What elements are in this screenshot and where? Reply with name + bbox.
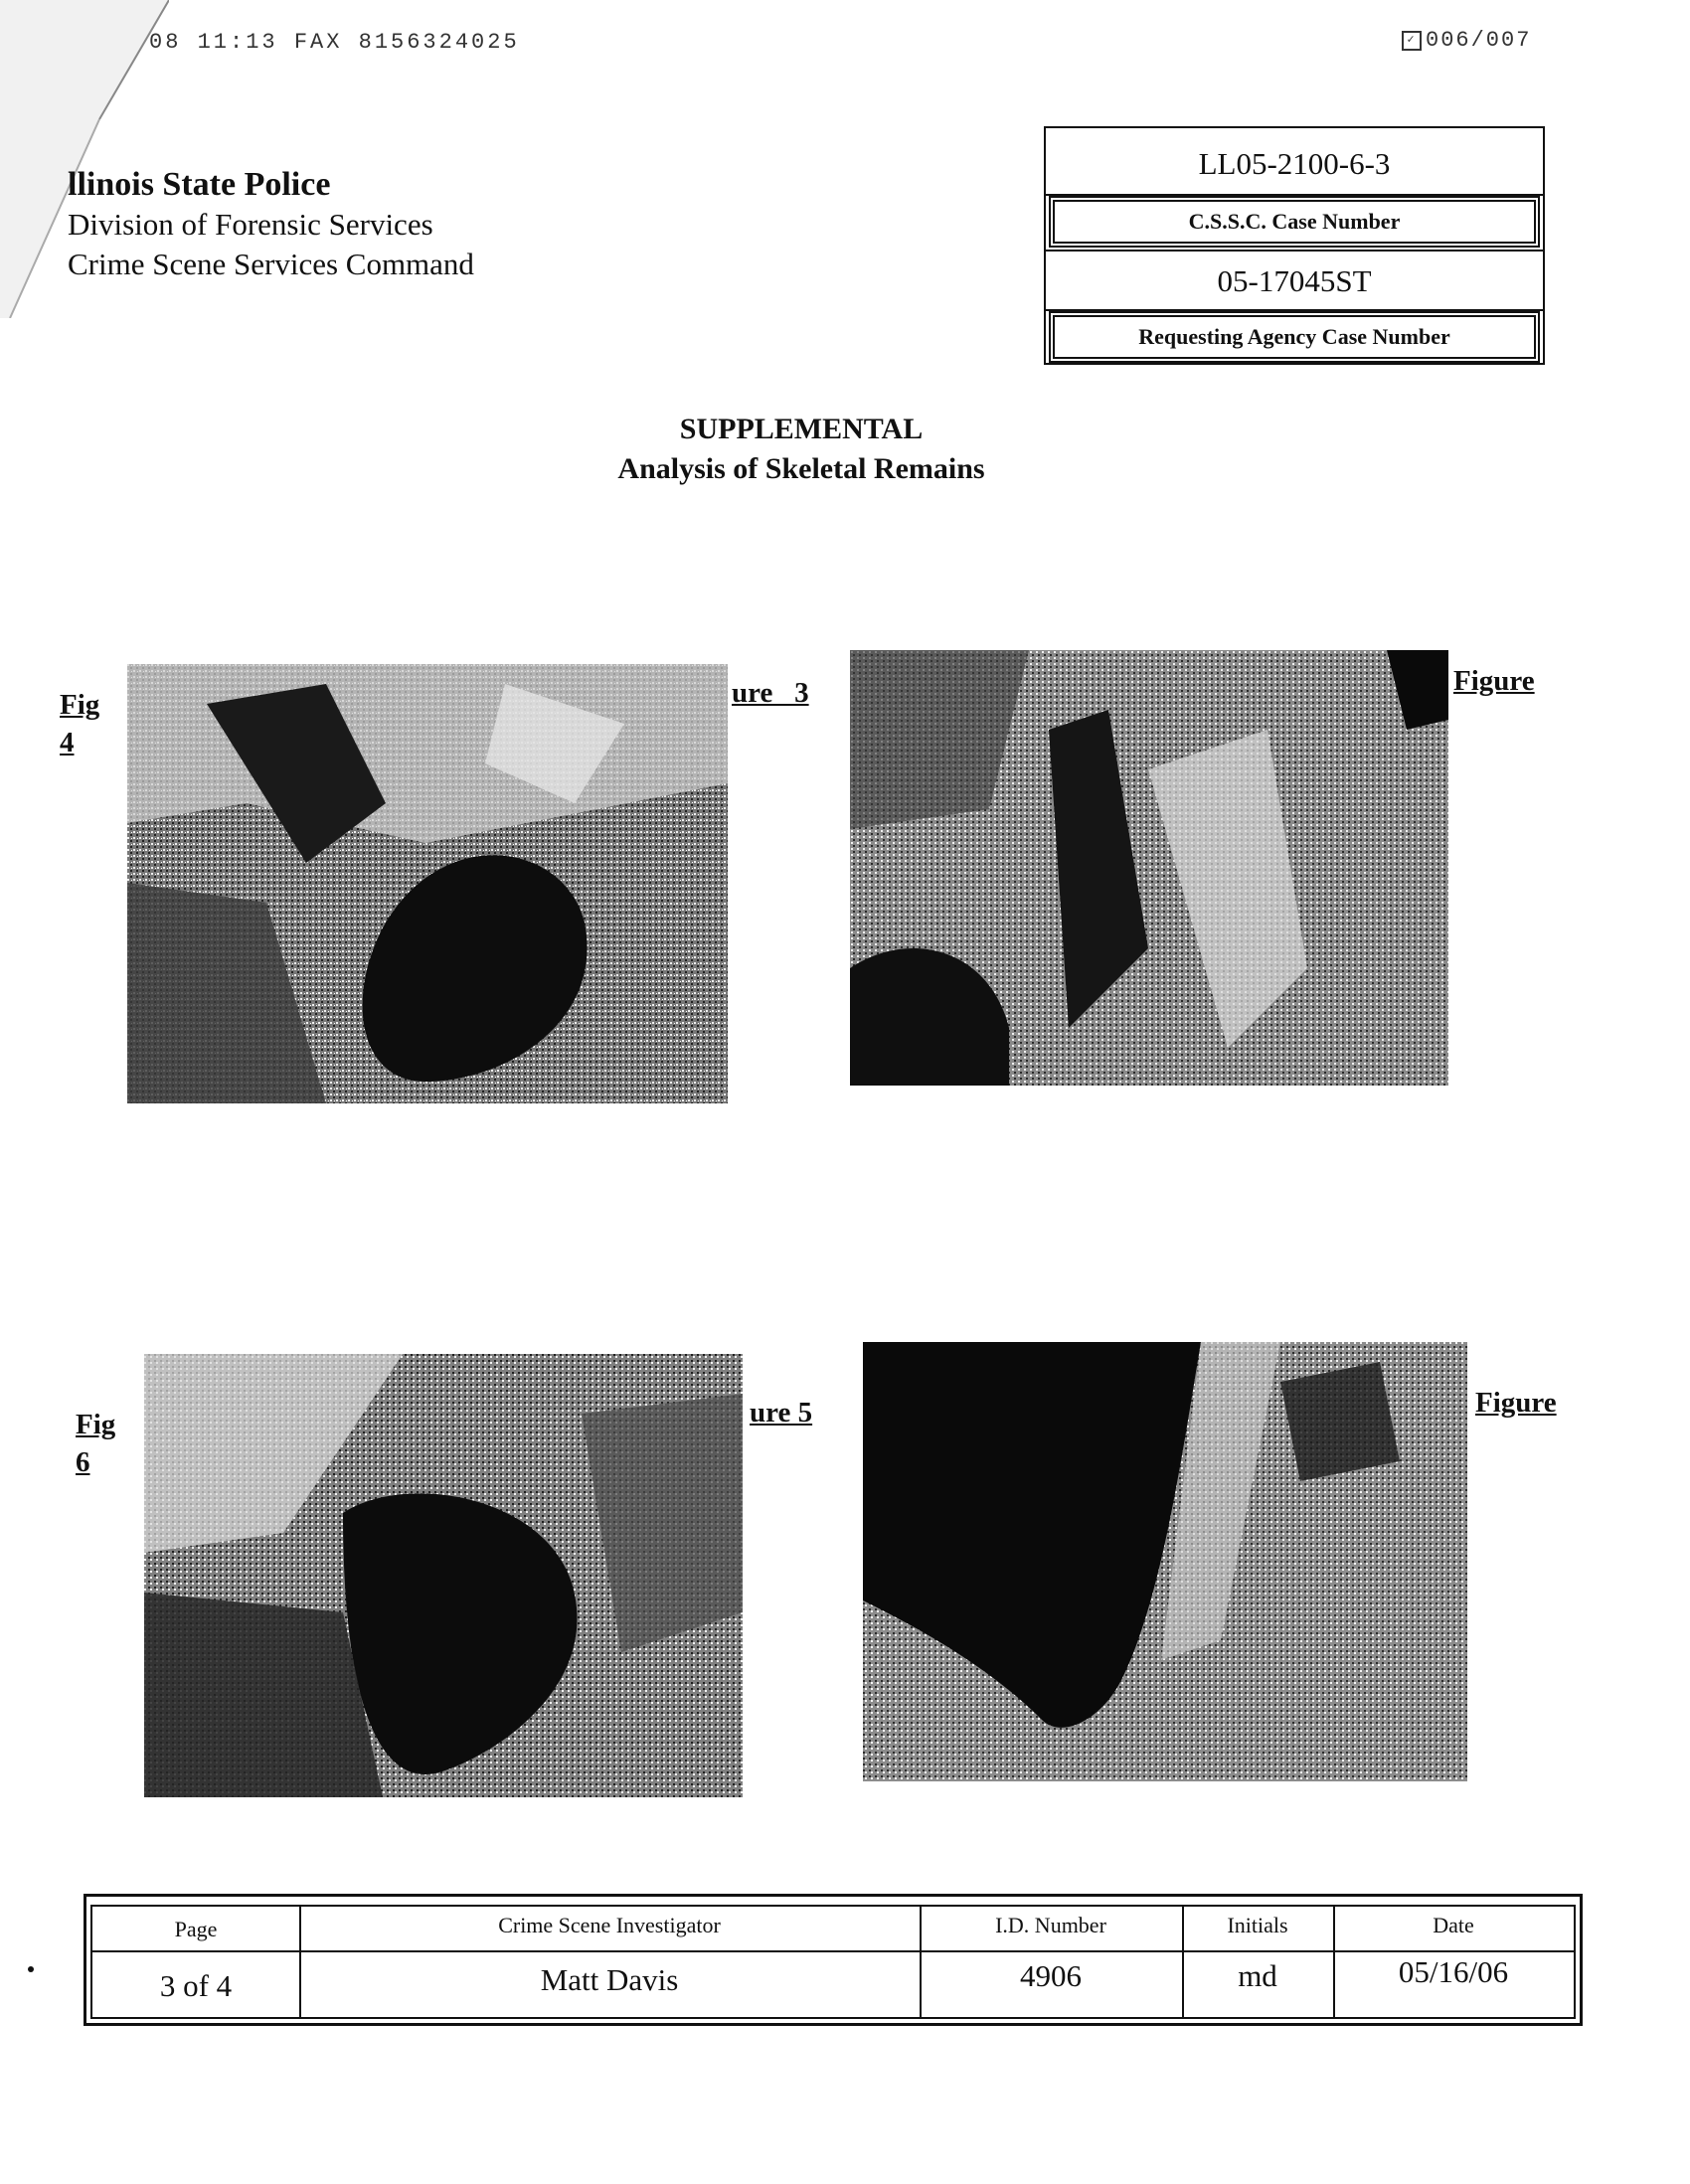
scan-speck bbox=[28, 1966, 34, 1972]
value-page: 3 of 4 bbox=[159, 1968, 233, 2003]
case-number-box bbox=[1044, 126, 1545, 365]
agency-case-label: Requesting Agency Case Number bbox=[1053, 315, 1536, 359]
case-box-divider bbox=[1046, 309, 1543, 311]
header-page: Page bbox=[174, 1917, 218, 1941]
header-initials: Initials bbox=[1227, 1913, 1288, 1937]
skeletal-photo-top-right bbox=[850, 650, 1448, 1086]
division-name: Division of Forensic Services bbox=[68, 207, 433, 242]
figure-4-label-line1: Fig bbox=[60, 689, 100, 721]
cssc-case-label: C.S.S.C. Case Number bbox=[1053, 200, 1536, 244]
footer-row-divider bbox=[92, 1950, 1574, 1952]
agency-name: llinois State Police bbox=[68, 166, 331, 203]
skeletal-photo-bottom-right bbox=[863, 1342, 1467, 1781]
header-date: Date bbox=[1433, 1913, 1474, 1937]
report-title-line1: SUPPLEMENTAL bbox=[679, 413, 924, 445]
figure-6-label-line2: 6 bbox=[76, 1446, 90, 1478]
fax-page-number: 006/007 bbox=[1426, 28, 1532, 53]
fax-header: 08 11:13 FAX 8156324025 bbox=[149, 30, 520, 55]
skeletal-photo-bottom-left bbox=[144, 1354, 743, 1797]
figure-label-bottom-right: Figure bbox=[1475, 1387, 1557, 1419]
case-box-divider bbox=[1046, 194, 1543, 196]
figure-6-label-line1: Fig bbox=[76, 1409, 116, 1440]
agency-case-number: 05-17045ST bbox=[1217, 263, 1372, 298]
header-investigator: Crime Scene Investigator bbox=[498, 1913, 721, 1937]
figure-4-label bbox=[60, 686, 99, 761]
case-box-divider bbox=[1046, 250, 1543, 252]
value-investigator: Matt Davis bbox=[540, 1962, 679, 1997]
figure-6-label bbox=[76, 1406, 115, 1481]
checkbox-icon: ✓ bbox=[1402, 31, 1422, 51]
header-id-number: I.D. Number bbox=[995, 1913, 1106, 1937]
value-initials: md bbox=[1238, 1958, 1277, 1993]
agency-block bbox=[68, 165, 474, 284]
figure-5-label: ure 5 bbox=[750, 1397, 813, 1428]
figure-3-label: ure 3 bbox=[732, 677, 809, 709]
figure-label-top-right: Figure bbox=[1453, 665, 1535, 697]
investigator-footer-table bbox=[84, 1894, 1583, 2026]
report-title-line2: Analysis of Skeletal Remains bbox=[617, 452, 985, 485]
report-title bbox=[0, 410, 1603, 489]
footer-table-inner bbox=[90, 1905, 1576, 2019]
value-date: 05/16/06 bbox=[1398, 1954, 1509, 1989]
figure-4-label-line2: 4 bbox=[60, 727, 75, 758]
command-name: Crime Scene Services Command bbox=[68, 247, 474, 281]
skeletal-photo-top-left bbox=[127, 664, 728, 1103]
fax-page-counter bbox=[1402, 28, 1531, 53]
cssc-case-number: LL05-2100-6-3 bbox=[1198, 146, 1391, 181]
value-id-number: 4906 bbox=[1020, 1958, 1082, 1993]
